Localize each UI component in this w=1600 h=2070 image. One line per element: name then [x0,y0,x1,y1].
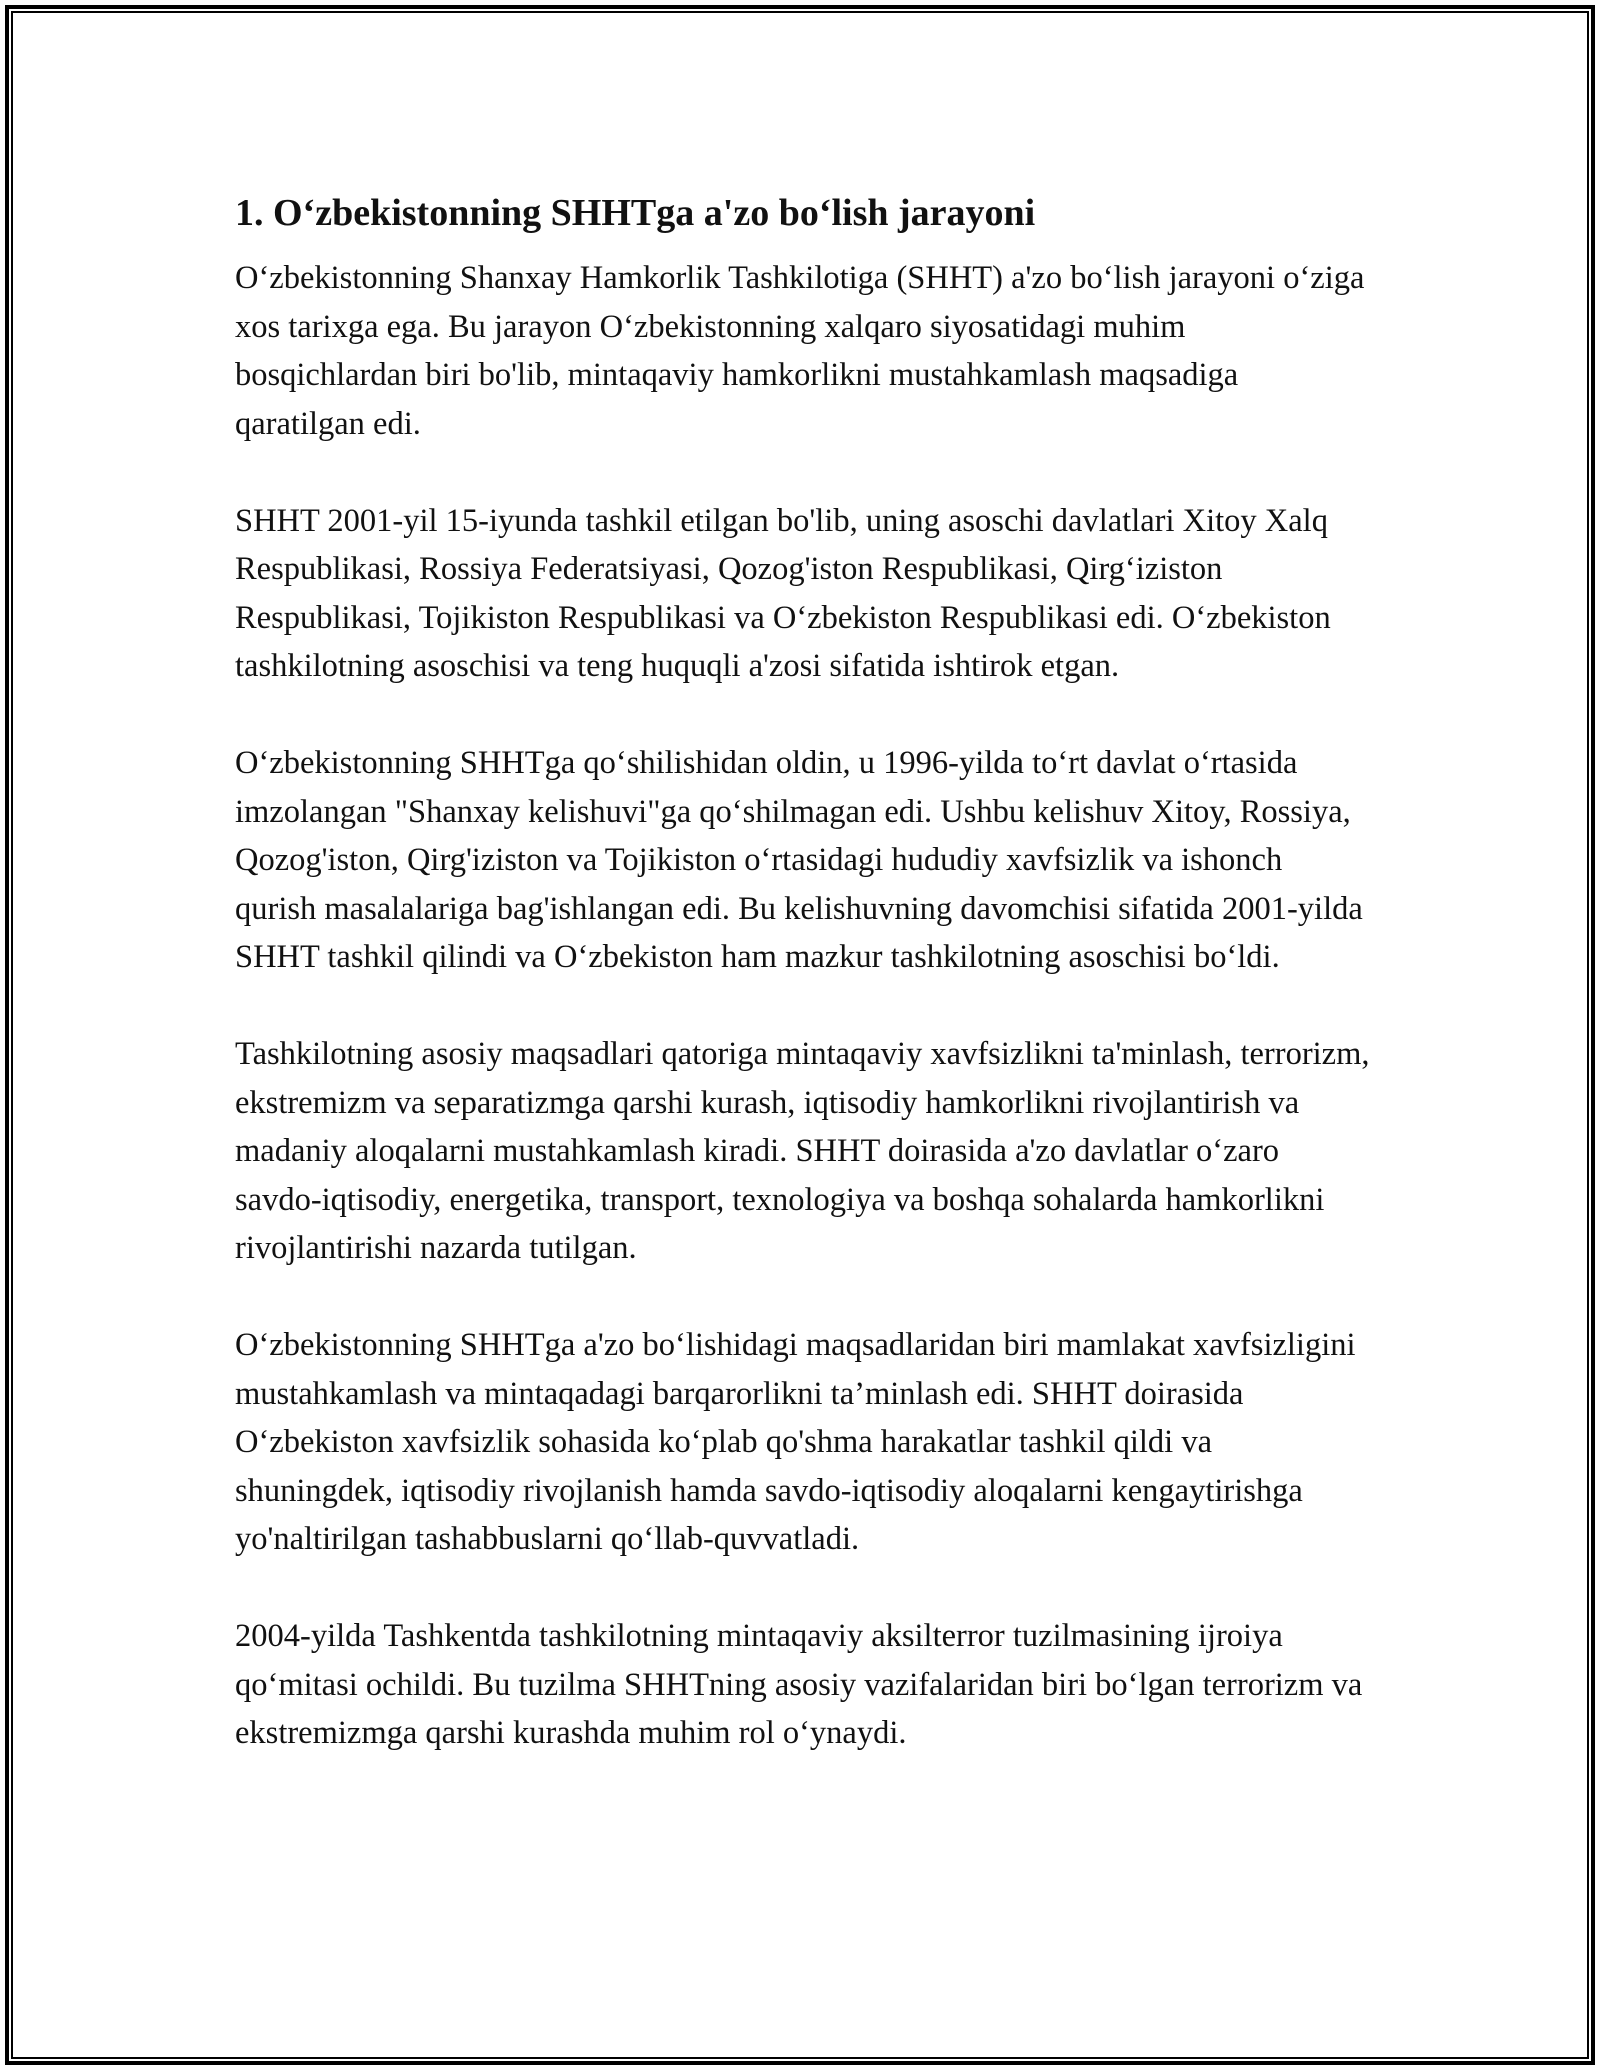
paragraph-intro: O‘zbekistonning Shanxay Hamkorlik Tashkilotiga (SHHT) a'zo bo‘lish jarayoni o‘ziga xos tarixga ega. Bu jarayon O‘zbekistonning xalqaro siyosatidagi muhim bosqichlardan biri bo'lib, mintaqaviy hamkorlikni mustahkamlash maqsadiga qaratilgan edi. [235,260,1365,442]
section-heading: 1. O‘zbekistonning SHHTga a'zo bo‘lish jarayoni [235,192,1036,234]
document-body [235,186,1370,1806]
paragraph-goals: Tashkilotning asosiy maqsadlari qatoriga mintaqaviy xavfsizlikni ta'minlash, terrorizm, ekstremizm va separatizmga qarshi kurash, iqtisodiy hamkorlikni rivojlantirish va madaniy aloqalarni mustahkamlash kiradi. SHHT doirasida a'zo davlatlar o‘zaro savdo-iqtisodiy, energetika, transport, texnologiya va boshqa sohalarda hamkorlikni rivojlantirishi nazarda tutilgan. [235,1036,1370,1266]
paragraph-rats-tashkent: 2004-yilda Tashkentda tashkilotning mintaqaviy aksilterror tuzilmasining ijroiya qo‘mitasi ochildi. Bu tuzilma SHHTning asosiy vazifalaridan biri bo‘lgan terrorizm va ekstremizmga qarshi kurashda muhim rol o‘ynaydi. [235,1618,1363,1751]
paragraph-shanghai-agreement: O‘zbekistonning SHHTga qo‘shilishidan oldin, u 1996-yilda to‘rt davlat o‘rtasida imzolangan "Shanxay kelishuvi"ga qo‘shilmagan edi. Ushbu kelishuv Xitoy, Rossiya, Qozog'iston, Qirg'iziston va Tojikiston o‘rtasidagi hududiy xavfsizlik va ishonch qurish masalalariga bag'ishlangan edi. Bu kelishuvning davomchisi sifatida 2001-yilda SHHT tashkil qilindi va O‘zbekiston ham mazkur tashkilotning asoschisi bo‘ldi. [235,745,1363,975]
paragraph-uzbekistan-aims: O‘zbekistonning SHHTga a'zo bo‘lishidagi maqsadlaridan biri mamlakat xavfsizligini mustahkamlash va mintaqadagi barqarorlikni ta’minlash edi. SHHT doirasida O‘zbekiston xavfsizlik sohasida ko‘plab qo'shma harakatlar tashkil qildi va shuningdek, iqtisodiy rivojlanish hamda savdo-iqtisodiy aloqalarni kengaytirishga yo'naltirilgan tashabbuslarni qo‘llab-quvvatladi. [235,1327,1356,1557]
paragraph-founding: SHHT 2001-yil 15-iyunda tashkil etilgan bo'lib, uning asoschi davlatlari Xitoy Xalq Respublikasi, Rossiya Federatsiyasi, Qozog'iston Respublikasi, Qirg‘iziston Respublikasi, Tojikiston Respublikasi va O‘zbekiston Respublikasi edi. O‘zbekiston tashkilotning asoschisi va teng huquqli a'zosi sifatida ishtirok etgan. [235,502,1331,684]
